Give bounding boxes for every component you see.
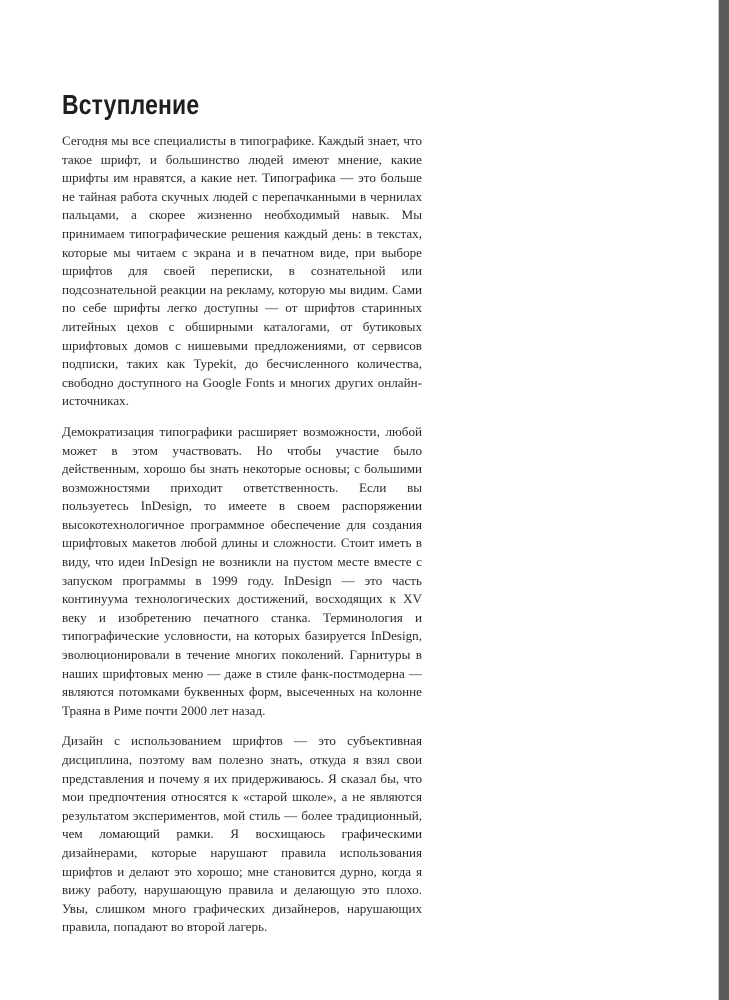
paragraph-2: Демократизация типографики расширяет возможности, любой может в этом участвовать. Но чтобы участие было действенным, хорошо бы знать некоторые основы; с большими возможностями приходит ответственность. Если вы пользуетесь InDesign, то имеете в своем распоряжении высокотехнологичное программное обеспечение для создания шрифтовых макетов любой длины и сложности. Стоит иметь в виду, что идеи InDesign не возникли на пустом месте вместе с запуском программы в 1999 году. InDesign — это часть континуума технологических достижений, восходящих к XV веку и изобретению печатного станка. Терминология и типографические условности, на которых базируется InDesign, эволюционировали в течение многих поколений. Гарнитуры в наших шрифтовых меню — даже в стиле фанк-постмодерна — являются потомками буквенных форм, высеченных на колонне Траяна в Риме почти 2000 лет назад. xyxy=(62,423,422,718)
paragraph-1: Сегодня мы все специалисты в типографике. Каждый знает, что такое шрифт, и большинство людей имеют мнение, какие шрифты им нравятся, а какие нет. Типографика — это больше не тайная работа скучных людей с перепачканными в чернилах пальцами, а скорее жизненно необходимый навык. Мы принимаем типографические решения каждый день: в текстах, которые мы читаем с экрана и в печатном виде, при выборе шрифтов для своей переписки, в сознательной или подсознательной реакции на рекламу, которую мы видим. Сами по себе шрифты легко доступны — от шрифтов старинных литейных цехов с обширными каталогами, от бутиковых шрифтовых домов с нишевыми предложениями, от сервисов подписки, таких как Typekit, до бесчисленного количества, свободно доступного на Google Fonts и многих других онлайн-источниках. xyxy=(62,133,422,409)
paragraph-3: Дизайн с использованием шрифтов — это субъективная дисциплина, поэтому вам полезно знать, откуда я взял свои представления и почему я их придерживаюсь. Я сказал бы, что мои предпочтения относятся к «старой школе», а не являются результатом экспериментов, мой стиль — более традиционный, чем ломающий рамки. Я восхищаюсь графическими дизайнерами, которые нарушают правила использования шрифтов и делают это хорошо; мне становится дурно, когда я вижу работу, нарушающую правила и делающую это плохо. Увы, слишком много графических дизайнеров, нарушающих правила, попадают во второй лагерь. xyxy=(62,733,422,935)
page-content xyxy=(62,88,422,949)
page-edge-shadow xyxy=(719,0,729,1000)
chapter-title: Вступление xyxy=(62,89,200,120)
